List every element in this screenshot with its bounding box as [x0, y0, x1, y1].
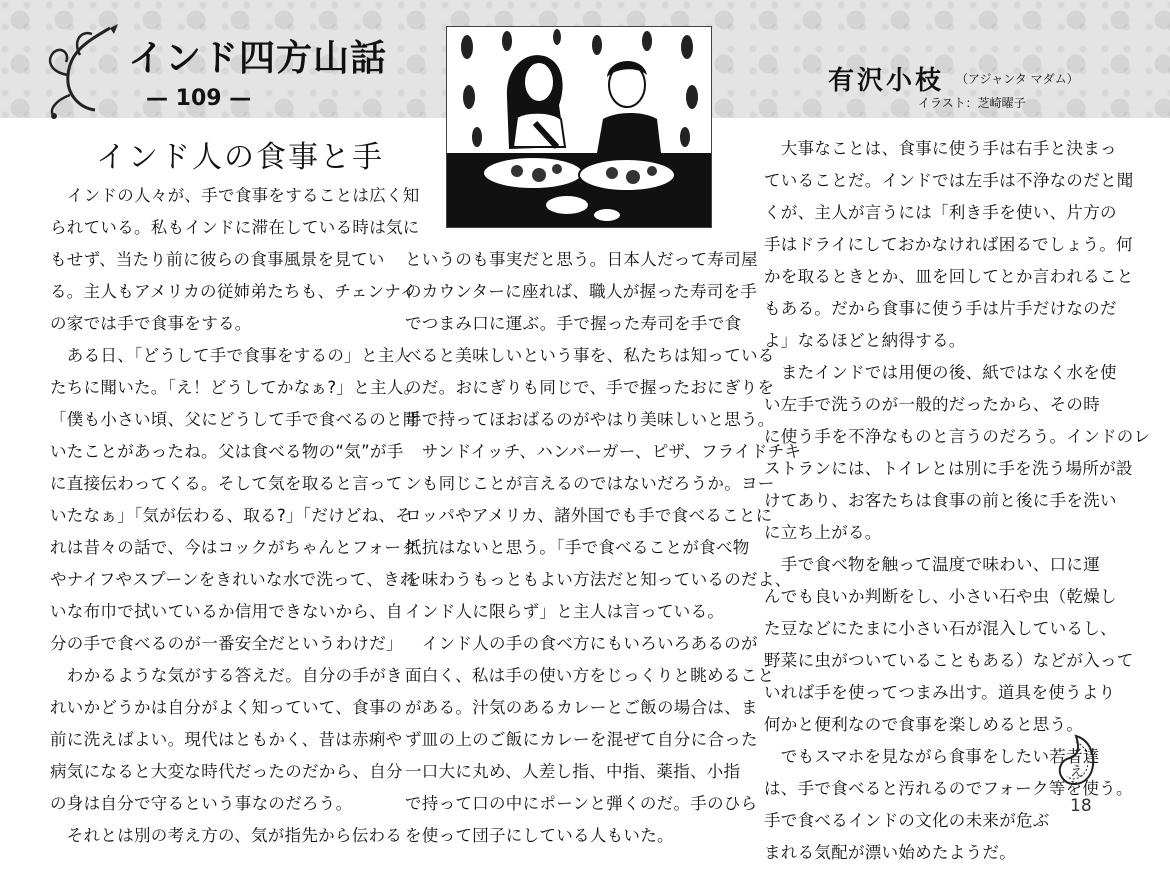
text-line: 前に洗えばよい。現代はともかく、昔は赤痢や [50, 730, 403, 749]
text-line: 大事なことは、食事に使う手は右手と決まっ [764, 139, 1117, 158]
paisley-icon [1054, 732, 1098, 790]
text-line: れいかどうかは自分がよく知っていて、食事の [50, 698, 403, 717]
text-line: で持って口の中にポーンと弾くのだ。手のひら [405, 794, 758, 813]
text-line: いたことがあったね。父は食べる物の“気”が手 [50, 442, 404, 461]
text-line: やナイフやスプーンをきれいな水で洗って、きれ [50, 570, 417, 589]
text-line: よ」なるほどと納得する。 [764, 331, 966, 350]
text-line: いたなぁ」「気が伝わる、取る?」「だけどね、そ [50, 506, 413, 525]
text-line: に直接伝わってくる。そして気を取ると言って [50, 474, 403, 493]
series-title: インド四方山話 [128, 38, 388, 79]
text-line: のだ。おにぎりも同じで、手で握ったおにぎりを [405, 378, 775, 397]
text-line: 抵抗はないと思う。「手で食べることが食べ物 [405, 538, 750, 557]
text-line: る。主人もアメリカの従姉弟たちも、チェンナイ [50, 282, 417, 301]
series-number: — 109 — [146, 86, 252, 111]
dining-illustration [446, 26, 712, 228]
text-line: 一口大に丸め、人差し指、中指、薬指、小指 [405, 762, 741, 781]
text-line: に使う手を不浄なものと言うのだろう。インドのレ [764, 427, 1151, 446]
text-line: んでも良いか判断をし、小さい石や虫（乾燥し [764, 587, 1117, 606]
text-line: い左手で洗うのが一般的だったから、その時 [764, 395, 1100, 414]
text-line: インドの人々が、手で食事をすることは広く知 [50, 186, 420, 205]
text-line: かを取るときとか、皿を回してとか言われること [764, 267, 1134, 286]
text-line: またインドでは用便の後、紙ではなく水を使 [764, 363, 1117, 382]
text-line: 手で食べ物を触って温度で味わい、口に運 [764, 555, 1100, 574]
text-line: のカウンターに座れば、職人が握った寿司を手 [405, 282, 758, 301]
text-line: ロッパやアメリカ、諸外国でも手で食べることに [405, 506, 773, 525]
text-line: ンも同じことが言えるのではないだろうか。ヨー [405, 474, 775, 493]
page-number: 18 [1070, 796, 1092, 816]
text-line: の家では手で食事をする。 [50, 314, 252, 333]
text-line: の身は自分で守るという事なのだろう。 [50, 794, 353, 813]
text-line: 分の手で食べるのが一番安全だというわけだ」 [50, 634, 403, 653]
article-column-2 [405, 244, 802, 852]
text-line: ある日、「どうして手で食事をするの」と主人 [50, 346, 412, 365]
paisley-mark: え [1070, 764, 1084, 780]
text-line: それとは別の考え方の、気が指先から伝わる [50, 826, 403, 845]
text-line: れは昔々の話で、今はコックがちゃんとフォーク [50, 538, 419, 557]
text-line: でもスマホを見ながら食事をしたい若者達 [764, 747, 1100, 766]
text-line: 手はドライにしておかなければ困るでしょう。何 [764, 235, 1133, 254]
illustrator-credit: イラスト：芝崎曜子 [918, 96, 1026, 110]
text-line: 手で食べるインドの文化の未来が危ぶ [764, 811, 1050, 830]
text-line: に立ち上がる。 [764, 523, 882, 542]
text-line: ず皿の上のご飯にカレーを混ぜて自分に合った [405, 730, 758, 749]
author-name: 有沢小枝 [828, 66, 945, 96]
text-line: わかるような気がする答えだ。自分の手がき [50, 666, 403, 685]
text-line: いな布巾で拭いているか信用できないから、自 [50, 602, 403, 621]
text-line: られている。私もインドに滞在している時は気に [50, 218, 420, 237]
article-title: インド人の食事と手 [96, 140, 384, 175]
text-line: インド人の手の食べ方にもいろいろあるのが [405, 634, 758, 653]
text-line: インド人に限らず」と主人は言っている。 [405, 602, 725, 621]
text-line: べると美味しいという事を、私たちは知っている [405, 346, 775, 365]
text-line: 何かと便利なので食事を楽しめると思う。 [764, 715, 1084, 734]
text-line: もある。だから食事に使う手は片手だけなのだ [764, 299, 1117, 318]
text-line: た豆などにたまに小さい石が混入しているし、 [764, 619, 1117, 638]
text-line: 野菜に虫がついていることもある）などが入って [764, 651, 1134, 670]
text-line: まれる気配が漂い始めたようだ。 [764, 843, 1016, 862]
text-line: けてあり、お客たちは食事の前と後に手を洗い [764, 491, 1117, 510]
text-line: 面白く、私は手の使い方をじっくりと眺めること [405, 666, 775, 685]
text-line: というのも事実だと思う。日本人だって寿司屋 [405, 250, 758, 269]
floral-ornament-icon [40, 20, 130, 120]
text-line: 手で持ってほおばるのがやはり美味しいと思う。 [405, 410, 775, 429]
text-line: は、手で食べると汚れるのでフォーク等を使う。 [764, 779, 1133, 798]
article-column-1 [50, 180, 421, 852]
text-line: たちに聞いた。「え！どうしてかなぁ?」と主人。 [50, 378, 421, 397]
text-line: くが、主人が言うには「利き手を使い、片方の [764, 203, 1117, 222]
text-line: もせず、当たり前に彼らの食事風景を見てい [50, 250, 385, 269]
text-line: いれば手を使ってつまみ出す。道具を使うより [764, 683, 1116, 702]
text-line: を味わうもっともよい方法だと知っているのだよ、 [405, 570, 792, 589]
text-line: ていることだ。インドでは左手は不浄なのだと聞 [764, 171, 1134, 190]
text-line: 「僕も小さい頃、父にどうして手で食べるのと聞 [50, 410, 420, 429]
text-line: を使って団子にしている人もいた。 [405, 826, 674, 845]
text-line: 病気になると大変な時代だったのだから、自分 [50, 762, 403, 781]
text-line: がある。汁気のあるカレーとご飯の場合は、ま [405, 698, 758, 717]
author-role: （アジャンタ マダム） [956, 72, 1079, 86]
text-line: でつまみ口に運ぶ。手で握った寿司を手で食 [405, 314, 742, 333]
text-line: サンドイッチ、ハンバーガー、ピザ、フライドチキ [405, 442, 802, 461]
text-line: ストランには、トイレとは別に手を洗う場所が設 [764, 459, 1133, 478]
